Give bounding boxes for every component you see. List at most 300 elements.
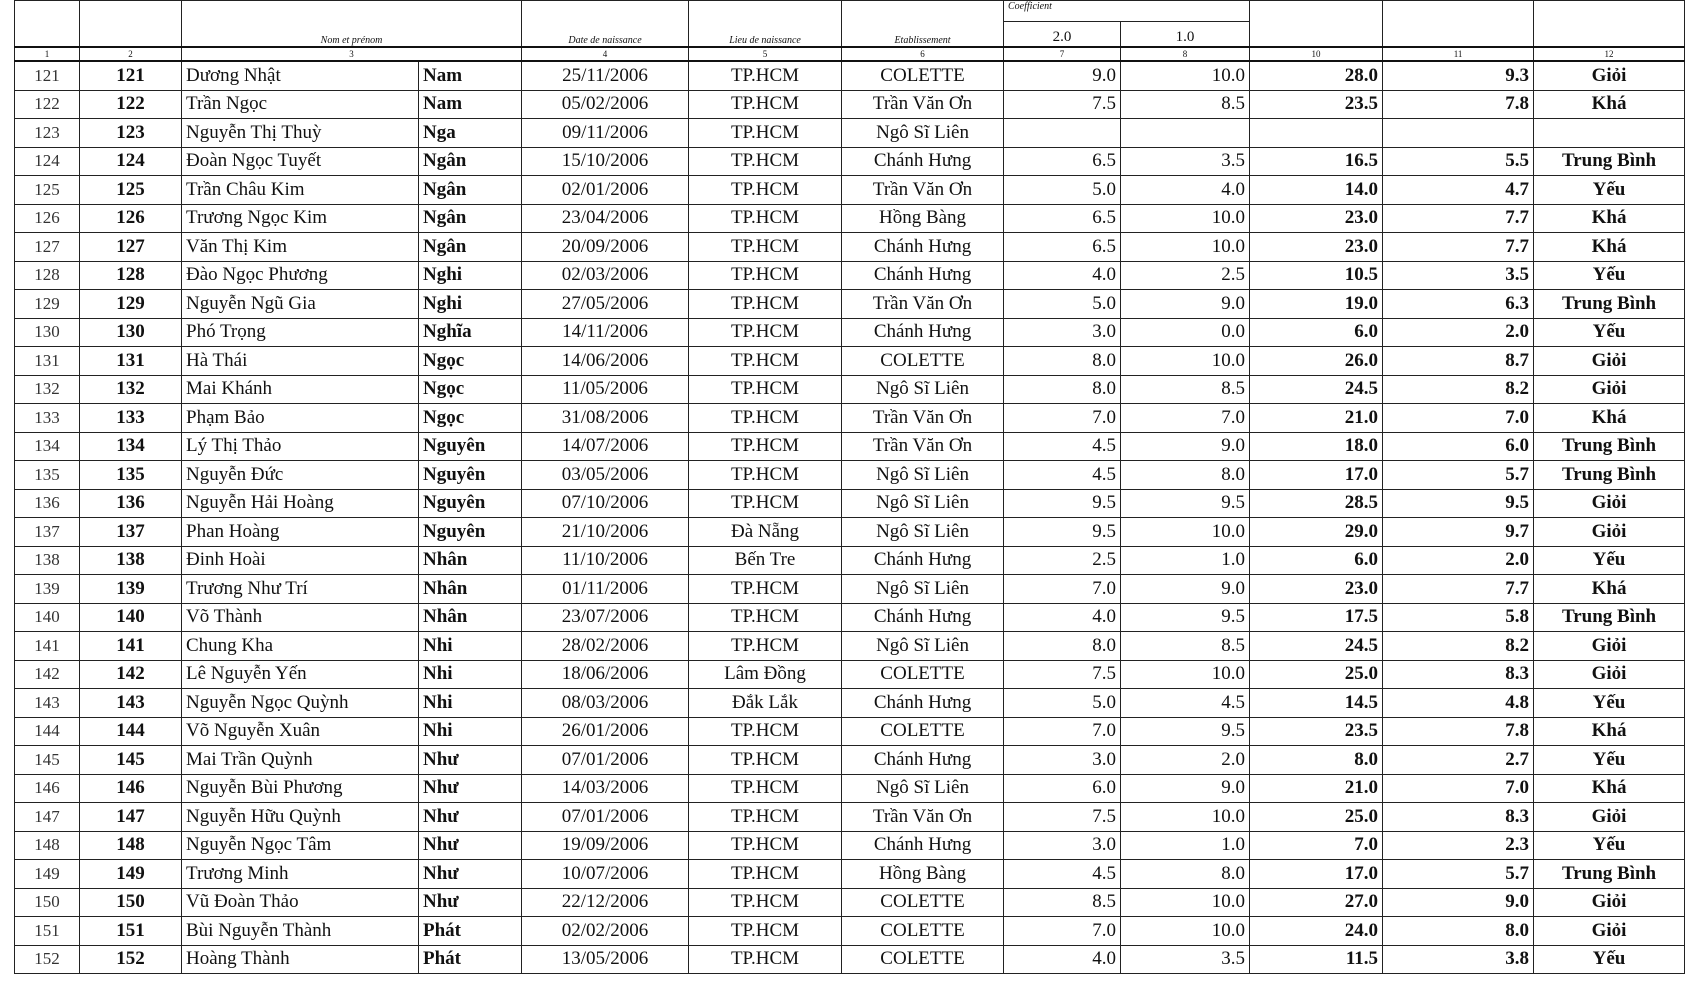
birth-date-cell: 09/11/2006 [522, 119, 689, 148]
rank-cell: Yếu [1534, 831, 1685, 860]
table-row [15, 518, 1685, 547]
rank-cell: Trung Bình [1534, 461, 1685, 490]
school-cell: Trần Văn Ơn [842, 432, 1004, 461]
total-cell: 19.0 [1250, 290, 1383, 319]
given-name-cell: Nhi [419, 689, 522, 718]
total-cell: 7.0 [1250, 831, 1383, 860]
total-cell: 21.0 [1250, 774, 1383, 803]
rank-cell: Trung Bình [1534, 603, 1685, 632]
given-name-cell: Phát [419, 945, 522, 974]
row-index: 129 [15, 290, 80, 319]
student-number: 123 [80, 119, 182, 148]
score-2-cell: 9.0 [1121, 290, 1250, 319]
school-cell: Chánh Hưng [842, 546, 1004, 575]
average-cell: 5.7 [1383, 860, 1534, 889]
column-number: 1 [15, 47, 80, 61]
score-1-cell: 8.0 [1004, 632, 1121, 661]
given-name-cell: Như [419, 860, 522, 889]
surname-cell: Võ Thành [182, 603, 419, 632]
birth-place-cell: Bến Tre [689, 546, 842, 575]
birth-place-cell: TP.HCM [689, 717, 842, 746]
score-1-cell: 7.5 [1004, 660, 1121, 689]
score-2-cell: 9.0 [1121, 774, 1250, 803]
row-index: 130 [15, 318, 80, 347]
total-cell: 24.5 [1250, 632, 1383, 661]
student-number: 151 [80, 917, 182, 946]
table-row [15, 204, 1685, 233]
score-2-cell: 10.0 [1121, 204, 1250, 233]
average-cell: 5.7 [1383, 461, 1534, 490]
score-1-cell: 9.0 [1004, 61, 1121, 90]
birth-date-cell: 23/07/2006 [522, 603, 689, 632]
average-cell: 4.7 [1383, 176, 1534, 205]
score-1-cell: 7.0 [1004, 717, 1121, 746]
score-2-cell: 10.0 [1121, 888, 1250, 917]
table-row [15, 660, 1685, 689]
birth-date-cell: 21/10/2006 [522, 518, 689, 547]
total-cell: 18.0 [1250, 432, 1383, 461]
table-row [15, 318, 1685, 347]
row-index: 127 [15, 233, 80, 262]
given-name-cell: Như [419, 746, 522, 775]
school-cell: Chánh Hưng [842, 746, 1004, 775]
school-cell: Ngô Sĩ Liên [842, 461, 1004, 490]
column-number: 2 [80, 47, 182, 61]
table-row [15, 632, 1685, 661]
score-1-cell: 3.0 [1004, 831, 1121, 860]
birth-date-cell: 05/02/2006 [522, 90, 689, 119]
total-cell: 17.0 [1250, 860, 1383, 889]
birth-date-cell: 07/10/2006 [522, 489, 689, 518]
table-row [15, 603, 1685, 632]
average-cell: 2.0 [1383, 546, 1534, 575]
given-name-cell: Như [419, 803, 522, 832]
surname-cell: Nguyễn Ngọc Tâm [182, 831, 419, 860]
score-1-cell: 4.0 [1004, 603, 1121, 632]
given-name-cell: Nhi [419, 717, 522, 746]
birth-place-cell: TP.HCM [689, 233, 842, 262]
surname-cell: Đoàn Ngọc Tuyết [182, 147, 419, 176]
surname-cell: Lê Nguyễn Yến [182, 660, 419, 689]
school-cell: Chánh Hưng [842, 603, 1004, 632]
given-name-cell: Ngọc [419, 347, 522, 376]
score-1-cell [1004, 119, 1121, 148]
row-index: 140 [15, 603, 80, 632]
rank-cell: Yếu [1534, 689, 1685, 718]
column-number-row [15, 47, 1685, 61]
given-name-cell: Nguyên [419, 489, 522, 518]
surname-cell: Nguyễn Bùi Phương [182, 774, 419, 803]
score-1-cell: 4.0 [1004, 945, 1121, 974]
rank-cell: Giỏi [1534, 489, 1685, 518]
rank-cell: Yếu [1534, 546, 1685, 575]
surname-cell: Đào Ngọc Phương [182, 261, 419, 290]
table-row [15, 404, 1685, 433]
table-row [15, 233, 1685, 262]
total-cell: 23.5 [1250, 717, 1383, 746]
average-cell: 8.3 [1383, 660, 1534, 689]
birth-date-cell: 11/10/2006 [522, 546, 689, 575]
total-cell: 17.5 [1250, 603, 1383, 632]
score-1-cell: 7.0 [1004, 917, 1121, 946]
birth-date-cell: 31/08/2006 [522, 404, 689, 433]
total-cell: 28.0 [1250, 61, 1383, 90]
total-cell: 28.5 [1250, 489, 1383, 518]
row-index: 145 [15, 746, 80, 775]
score-2-cell: 10.0 [1121, 61, 1250, 90]
rank-cell: Yếu [1534, 261, 1685, 290]
score-1-cell: 6.5 [1004, 233, 1121, 262]
total-cell: 11.5 [1250, 945, 1383, 974]
rank-cell: Trung Bình [1534, 147, 1685, 176]
table-row [15, 860, 1685, 889]
given-name-cell: Nhân [419, 603, 522, 632]
row-index: 133 [15, 404, 80, 433]
score-2-cell: 0.0 [1121, 318, 1250, 347]
average-cell: 9.3 [1383, 61, 1534, 90]
surname-cell: Văn Thị Kim [182, 233, 419, 262]
birth-place-cell: Đà Nẵng [689, 518, 842, 547]
student-number: 140 [80, 603, 182, 632]
average-cell: 5.5 [1383, 147, 1534, 176]
given-name-cell: Ngân [419, 233, 522, 262]
score-2-cell: 10.0 [1121, 347, 1250, 376]
row-index: 144 [15, 717, 80, 746]
school-cell: COLETTE [842, 888, 1004, 917]
row-index: 151 [15, 917, 80, 946]
table-row [15, 290, 1685, 319]
birth-date-cell: 14/11/2006 [522, 318, 689, 347]
birth-place-cell: TP.HCM [689, 318, 842, 347]
birth-place-cell: TP.HCM [689, 375, 842, 404]
birth-place-cell: TP.HCM [689, 147, 842, 176]
given-name-cell: Nhi [419, 660, 522, 689]
row-index: 150 [15, 888, 80, 917]
birth-place-cell: TP.HCM [689, 432, 842, 461]
score-2-cell: 4.5 [1121, 689, 1250, 718]
column-number: 7 [1004, 47, 1121, 61]
birth-date-cell: 14/07/2006 [522, 432, 689, 461]
average-cell: 7.8 [1383, 90, 1534, 119]
given-name-cell: Ngân [419, 204, 522, 233]
rank-cell: Khá [1534, 575, 1685, 604]
score-1-cell: 7.0 [1004, 575, 1121, 604]
total-cell: 23.0 [1250, 204, 1383, 233]
average-cell: 7.0 [1383, 404, 1534, 433]
header-blank-1 [15, 1, 80, 48]
score-2-cell: 1.0 [1121, 546, 1250, 575]
average-cell: 2.7 [1383, 746, 1534, 775]
average-cell: 6.0 [1383, 432, 1534, 461]
surname-cell: Trần Châu Kim [182, 176, 419, 205]
score-1-cell: 4.5 [1004, 432, 1121, 461]
birth-place-cell: TP.HCM [689, 61, 842, 90]
score-1-cell: 6.5 [1004, 204, 1121, 233]
header-total [1250, 1, 1383, 48]
surname-cell: Dương Nhật [182, 61, 419, 90]
school-cell: COLETTE [842, 717, 1004, 746]
student-number: 125 [80, 176, 182, 205]
rank-cell [1534, 119, 1685, 148]
column-number: 4 [522, 47, 689, 61]
header-pob: Lieu de naissance [689, 1, 842, 48]
student-number: 142 [80, 660, 182, 689]
student-number: 152 [80, 945, 182, 974]
birth-place-cell: TP.HCM [689, 603, 842, 632]
column-number: 3 [182, 47, 522, 61]
table-row [15, 375, 1685, 404]
total-cell: 8.0 [1250, 746, 1383, 775]
birth-date-cell: 25/11/2006 [522, 61, 689, 90]
row-index: 126 [15, 204, 80, 233]
row-index: 135 [15, 461, 80, 490]
score-2-cell: 8.5 [1121, 90, 1250, 119]
birth-date-cell: 03/05/2006 [522, 461, 689, 490]
score-1-cell: 7.5 [1004, 90, 1121, 119]
total-cell: 14.0 [1250, 176, 1383, 205]
birth-date-cell: 01/11/2006 [522, 575, 689, 604]
student-number: 139 [80, 575, 182, 604]
score-2-cell: 9.0 [1121, 432, 1250, 461]
surname-cell: Nguyễn Ngọc Quỳnh [182, 689, 419, 718]
row-index: 121 [15, 61, 80, 90]
average-cell [1383, 119, 1534, 148]
given-name-cell: Nhi [419, 632, 522, 661]
row-index: 149 [15, 860, 80, 889]
score-2-cell: 10.0 [1121, 917, 1250, 946]
given-name-cell: Nguyên [419, 461, 522, 490]
score-1-cell: 4.5 [1004, 860, 1121, 889]
birth-place-cell: TP.HCM [689, 461, 842, 490]
row-index: 131 [15, 347, 80, 376]
birth-date-cell: 07/01/2006 [522, 803, 689, 832]
birth-date-cell: 20/09/2006 [522, 233, 689, 262]
birth-place-cell: TP.HCM [689, 860, 842, 889]
column-number: 11 [1383, 47, 1534, 61]
average-cell: 9.7 [1383, 518, 1534, 547]
row-index: 125 [15, 176, 80, 205]
score-2-cell: 10.0 [1121, 803, 1250, 832]
table-row [15, 717, 1685, 746]
rank-cell: Khá [1534, 90, 1685, 119]
school-cell: COLETTE [842, 945, 1004, 974]
given-name-cell: Ngọc [419, 404, 522, 433]
birth-place-cell: TP.HCM [689, 632, 842, 661]
results-table [14, 0, 1685, 974]
birth-date-cell: 27/05/2006 [522, 290, 689, 319]
given-name-cell: Như [419, 888, 522, 917]
rank-cell: Giỏi [1534, 518, 1685, 547]
student-number: 133 [80, 404, 182, 433]
row-index: 141 [15, 632, 80, 661]
score-2-cell: 2.5 [1121, 261, 1250, 290]
given-name-cell: Ngân [419, 147, 522, 176]
surname-cell: Mai Trần Quỳnh [182, 746, 419, 775]
given-name-cell: Như [419, 774, 522, 803]
school-cell: Trần Văn Ơn [842, 290, 1004, 319]
table-row [15, 347, 1685, 376]
row-index: 152 [15, 945, 80, 974]
birth-place-cell: TP.HCM [689, 119, 842, 148]
birth-place-cell: TP.HCM [689, 404, 842, 433]
school-cell: Trần Văn Ơn [842, 404, 1004, 433]
birth-date-cell: 23/04/2006 [522, 204, 689, 233]
given-name-cell: Nghi [419, 261, 522, 290]
score-2-cell: 10.0 [1121, 518, 1250, 547]
birth-date-cell: 10/07/2006 [522, 860, 689, 889]
student-number: 128 [80, 261, 182, 290]
score-1-cell: 8.5 [1004, 888, 1121, 917]
student-number: 149 [80, 860, 182, 889]
rank-cell: Khá [1534, 774, 1685, 803]
score-2-cell: 7.0 [1121, 404, 1250, 433]
given-name-cell: Nghi [419, 290, 522, 319]
row-index: 136 [15, 489, 80, 518]
student-number: 144 [80, 717, 182, 746]
average-cell: 6.3 [1383, 290, 1534, 319]
school-cell: Trần Văn Ơn [842, 90, 1004, 119]
average-cell: 7.7 [1383, 233, 1534, 262]
student-number: 145 [80, 746, 182, 775]
surname-cell: Chung Kha [182, 632, 419, 661]
birth-date-cell: 14/03/2006 [522, 774, 689, 803]
score-1-cell: 7.5 [1004, 803, 1121, 832]
average-cell: 9.5 [1383, 489, 1534, 518]
table-row [15, 746, 1685, 775]
row-index: 146 [15, 774, 80, 803]
total-cell: 25.0 [1250, 803, 1383, 832]
student-number: 147 [80, 803, 182, 832]
total-cell [1250, 119, 1383, 148]
surname-cell: Nguyễn Ngũ Gia [182, 290, 419, 319]
table-row [15, 147, 1685, 176]
surname-cell: Phó Trọng [182, 318, 419, 347]
birth-place-cell: TP.HCM [689, 261, 842, 290]
header-rank [1534, 1, 1685, 48]
surname-cell: Đinh Hoài [182, 546, 419, 575]
row-index: 124 [15, 147, 80, 176]
surname-cell: Bùi Nguyễn Thành [182, 917, 419, 946]
birth-place-cell: TP.HCM [689, 746, 842, 775]
table-row [15, 61, 1685, 90]
student-number: 141 [80, 632, 182, 661]
score-1-cell: 5.0 [1004, 689, 1121, 718]
total-cell: 6.0 [1250, 546, 1383, 575]
table-row [15, 261, 1685, 290]
average-cell: 8.7 [1383, 347, 1534, 376]
birth-date-cell: 15/10/2006 [522, 147, 689, 176]
column-number: 8 [1121, 47, 1250, 61]
rank-cell: Yếu [1534, 318, 1685, 347]
table-row [15, 489, 1685, 518]
average-cell: 2.0 [1383, 318, 1534, 347]
row-index: 142 [15, 660, 80, 689]
row-index: 132 [15, 375, 80, 404]
header-average [1383, 1, 1534, 48]
score-1-cell: 9.5 [1004, 518, 1121, 547]
given-name-cell: Nguyên [419, 518, 522, 547]
total-cell: 26.0 [1250, 347, 1383, 376]
student-number: 143 [80, 689, 182, 718]
given-name-cell: Như [419, 831, 522, 860]
score-2-cell: 3.5 [1121, 147, 1250, 176]
header-school: Etablissement [842, 1, 1004, 48]
given-name-cell: Ngân [419, 176, 522, 205]
student-number: 122 [80, 90, 182, 119]
rank-cell: Khá [1534, 233, 1685, 262]
surname-cell: Vũ Đoàn Thảo [182, 888, 419, 917]
score-1-cell: 5.0 [1004, 290, 1121, 319]
school-cell: Ngô Sĩ Liên [842, 119, 1004, 148]
surname-cell: Hà Thái [182, 347, 419, 376]
total-cell: 24.0 [1250, 917, 1383, 946]
birth-place-cell: Đắk Lắk [689, 689, 842, 718]
birth-date-cell: 02/01/2006 [522, 176, 689, 205]
score-1-cell: 3.0 [1004, 318, 1121, 347]
rank-cell: Giỏi [1534, 917, 1685, 946]
rank-cell: Giỏi [1534, 632, 1685, 661]
total-cell: 10.5 [1250, 261, 1383, 290]
birth-place-cell: TP.HCM [689, 575, 842, 604]
score-2-cell: 8.5 [1121, 632, 1250, 661]
given-name-cell: Nga [419, 119, 522, 148]
total-cell: 14.5 [1250, 689, 1383, 718]
student-number: 150 [80, 888, 182, 917]
total-cell: 29.0 [1250, 518, 1383, 547]
row-index: 122 [15, 90, 80, 119]
score-1-cell: 2.5 [1004, 546, 1121, 575]
table-row [15, 461, 1685, 490]
average-cell: 2.3 [1383, 831, 1534, 860]
surname-cell: Phạm Bảo [182, 404, 419, 433]
score-1-cell: 8.0 [1004, 347, 1121, 376]
rank-cell: Giỏi [1534, 803, 1685, 832]
school-cell: Trần Văn Ơn [842, 803, 1004, 832]
birth-place-cell: TP.HCM [689, 204, 842, 233]
given-name-cell: Nam [419, 61, 522, 90]
student-number: 146 [80, 774, 182, 803]
surname-cell: Hoàng Thành [182, 945, 419, 974]
birth-place-cell: TP.HCM [689, 347, 842, 376]
school-cell: Ngô Sĩ Liên [842, 518, 1004, 547]
header-coefficient: Coefficient [1004, 1, 1250, 22]
given-name-cell: Nhân [419, 546, 522, 575]
row-index: 123 [15, 119, 80, 148]
table-row [15, 888, 1685, 917]
score-2-cell: 9.5 [1121, 489, 1250, 518]
student-number: 134 [80, 432, 182, 461]
average-cell: 3.5 [1383, 261, 1534, 290]
score-2-cell: 9.5 [1121, 603, 1250, 632]
total-cell: 23.0 [1250, 233, 1383, 262]
row-index: 138 [15, 546, 80, 575]
birth-date-cell: 19/09/2006 [522, 831, 689, 860]
score-2-cell: 8.0 [1121, 860, 1250, 889]
total-cell: 25.0 [1250, 660, 1383, 689]
rank-cell: Khá [1534, 204, 1685, 233]
total-cell: 17.0 [1250, 461, 1383, 490]
rank-cell: Trung Bình [1534, 432, 1685, 461]
average-cell: 8.2 [1383, 375, 1534, 404]
score-1-cell: 3.0 [1004, 746, 1121, 775]
score-1-cell: 4.5 [1004, 461, 1121, 490]
rank-cell: Yếu [1534, 176, 1685, 205]
birth-date-cell: 02/02/2006 [522, 917, 689, 946]
given-name-cell: Nghĩa [419, 318, 522, 347]
student-number: 130 [80, 318, 182, 347]
score-2-cell: 8.5 [1121, 375, 1250, 404]
table-row [15, 774, 1685, 803]
